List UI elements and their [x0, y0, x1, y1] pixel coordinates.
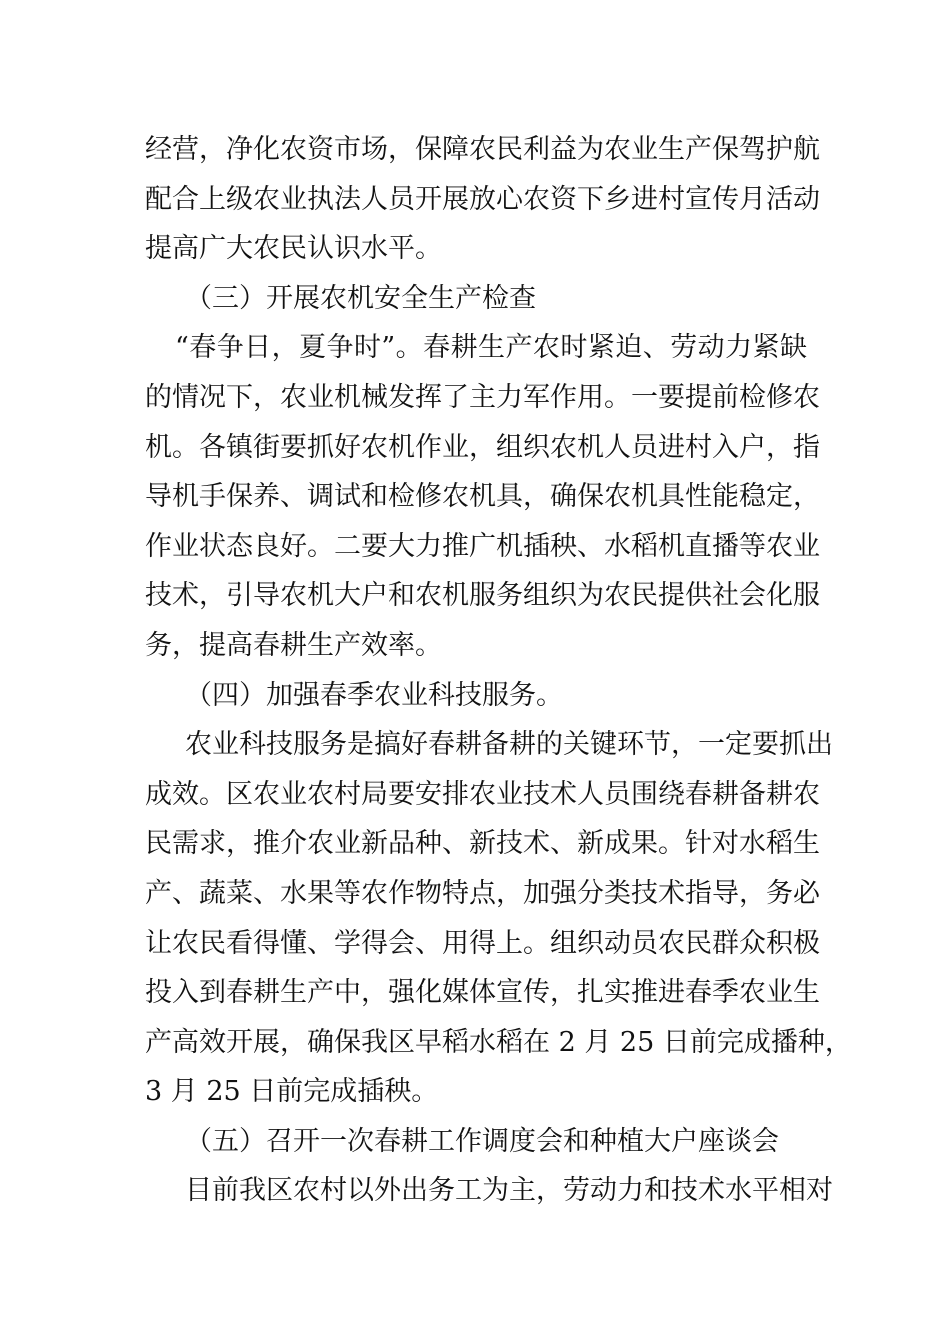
paragraph-line: 成效。区农业农村局要安排农业技术人员围绕春耕备耕农 — [145, 778, 820, 810]
paragraph-line: 民需求，推介农业新品种、新技术、新成果。针对水稻生 — [145, 828, 820, 860]
document-page — [145, 125, 852, 1216]
paragraph-line: 产、蔬菜、水果等农作物特点，加强分类技术指导，务必 — [145, 877, 820, 909]
paragraph-line: 的情况下，农业机械发挥了主力军作用。一要提前检修农 — [145, 381, 820, 413]
paragraph-line: 目前我区农村以外出务工为主，劳动力和技术水平相对 — [185, 1175, 833, 1207]
paragraph-line: 作业状态良好。二要大力推广机插秧、水稻机直播等农业 — [145, 530, 820, 562]
paragraph-line: 农业科技服务是搞好春耕备耕的关键环节，一定要抓出 — [185, 729, 833, 761]
paragraph-line: 让农民看得懂、学得会、用得上。组织动员农民群众积极 — [145, 927, 820, 959]
paragraph-line: 机。各镇街要抓好农机作业，组织农机人员进村入户，指 — [145, 431, 820, 463]
paragraph-line: 导机手保养、调试和检修农机具，确保农机具性能稳定， — [145, 481, 820, 513]
paragraph-line: 务，提高春耕生产效率。 — [145, 629, 442, 661]
section-heading: （五）召开一次春耕工作调度会和种植大户座谈会 — [185, 1125, 779, 1157]
paragraph-line: 产高效开展，确保我区早稻水稻在 2 月 25 日前完成播种， — [145, 1026, 852, 1058]
paragraph-line: 3 月 25 日前完成插秧。 — [145, 1076, 439, 1108]
paragraph-line: 技术，引导农机大户和农机服务组织为农民提供社会化服 — [145, 580, 820, 612]
paragraph-line: 经营，净化农资市场，保障农民利益为农业生产保驾护航 — [145, 134, 820, 165]
paragraph-line: 投入到春耕生产中，强化媒体宣传，扎实推进春季农业生 — [145, 977, 820, 1009]
paragraph-line: “春争日，夏争时”。春耕生产农时紧迫、劳动力紧缺 — [175, 332, 807, 364]
section-heading: （三）开展农机安全生产检查 — [185, 282, 536, 314]
paragraph-line: 配合上级农业执法人员开展放心农资下乡进村宣传月活动 — [145, 183, 820, 215]
section-heading: （四）加强春季农业科技服务。 — [185, 679, 563, 711]
paragraph-line: 提高广大农民认识水平。 — [145, 233, 442, 265]
